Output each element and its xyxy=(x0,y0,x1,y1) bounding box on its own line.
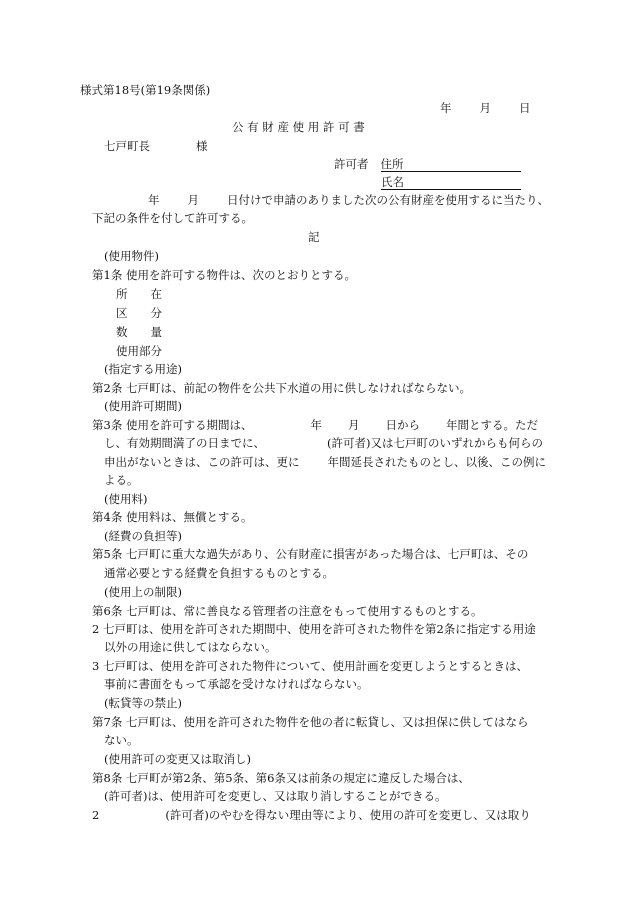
name-label: 氏名 xyxy=(381,175,404,189)
item-location: 所 在 xyxy=(116,287,162,301)
date-line xyxy=(440,101,531,115)
heading-designated-use: (指定する用途) xyxy=(104,362,182,376)
article-6-para-3-line-1: 3 七戸町は、使用を許可された物件について、使用計画を変更しようとするときは、 xyxy=(92,659,529,673)
intro-year: 年 xyxy=(148,193,160,207)
intro-line-1 xyxy=(148,193,549,207)
art8-para-2-text: (許可者)のやむを得ない理由等により、使用の許可を変更し、又は取り xyxy=(165,808,531,822)
article-6-line-1: 第6条 七戸町は、常に善良なる管理者の注意をもって使用するものとする。 xyxy=(92,604,483,618)
article-4: 第4条 使用料は、無償とする。 xyxy=(92,510,253,524)
heading-sublease-prohibition: (転貸等の禁止) xyxy=(104,696,182,710)
article-5-line-2: 通常必要とする経費を負担するものとする。 xyxy=(104,566,334,580)
article-6-para-3-line-2: 事前に書面をもって承認を受けなければならない。 xyxy=(104,677,369,691)
article-1: 第1条 使用を許可する物件は、次のとおりとする。 xyxy=(92,268,356,282)
date-year: 年 xyxy=(440,101,452,115)
article-6-para-2-line-1: 2 七戸町は、使用を許可された期間中、使用を許可された物件を第2条に指定する用途 xyxy=(92,622,536,636)
heading-usage-restriction: (使用上の制限) xyxy=(104,585,182,599)
article-3-line-2 xyxy=(104,436,543,450)
item-usage-part: 使用部分 xyxy=(116,344,162,358)
permittee-address-line xyxy=(334,157,521,172)
addressee-name: 七戸町長 xyxy=(104,139,150,153)
art8-para-2-number: 2 xyxy=(92,808,100,822)
article-3-line-4: よる。 xyxy=(104,473,139,487)
permittee-address-field xyxy=(381,157,521,172)
art3-year: 年 xyxy=(310,418,322,432)
heading-change-or-revocation: (使用許可の変更又は取消し) xyxy=(104,752,251,766)
document-title: 公 有 財 産 使 用 許 可 書 xyxy=(232,120,365,134)
art3-text-c: 申出がないときは、この許可は、更に xyxy=(104,455,300,469)
article-2: 第2条 七戸町は、前記の物件を公共下水道の用に供しなければならない。 xyxy=(92,381,471,395)
intro-month: 月 xyxy=(187,193,199,207)
heading-usage-fee: (使用料) xyxy=(104,492,148,506)
item-quantity: 数 量 xyxy=(116,325,162,339)
art3-from: 日から xyxy=(385,418,420,432)
address-label: 住所 xyxy=(380,157,404,171)
article-7-line-1: 第7条 七戸町は、使用を許可された物件を他の者に転貸し、又は担保に供してはなら xyxy=(92,715,529,729)
permittee-label: 許可者 xyxy=(334,157,369,171)
art3-tail-3: 年間延長されたものとし、以後、この例に xyxy=(327,455,546,469)
article-5-line-1: 第5条 七戸町に重大な過失があり、公有財産に損害があった場合は、七戸町は、その xyxy=(92,547,529,561)
article-8-line-2: (許可者)は、使用許可を変更し、又は取り消しすることができる。 xyxy=(104,789,447,803)
ki-heading: 記 xyxy=(308,230,320,244)
item-category: 区 分 xyxy=(116,306,162,320)
art3-tail-2: (許可者)又は七戸町のいずれからも何らの xyxy=(327,436,543,450)
heading-expense-burden: (経費の負担等) xyxy=(104,529,182,543)
art3-month: 月 xyxy=(347,418,360,432)
permittee-name-line xyxy=(381,175,521,190)
heading-usage-property: (使用物件) xyxy=(104,249,159,263)
date-day: 日 xyxy=(519,101,531,115)
art3-tail-1: 年間とする。ただ xyxy=(445,418,538,432)
permittee-name-field xyxy=(381,175,521,190)
intro-text: 日付けで申請のありました次の公有財産を使用するに当たり、 xyxy=(227,193,549,207)
date-month: 月 xyxy=(479,101,491,115)
intro-line-2: 下記の条件を付して許可する。 xyxy=(92,211,253,225)
article-3-line-3 xyxy=(104,455,546,469)
article-6-para-2-line-2: 以外の用途に供してはならない。 xyxy=(104,640,277,654)
art3-text-b: し、有効期間満了の日までに、 xyxy=(104,436,265,450)
article-8-para-2 xyxy=(92,808,531,822)
addressee-honorific: 様 xyxy=(196,139,208,153)
addressee xyxy=(104,139,208,153)
article-3-line-1 xyxy=(92,418,538,432)
article-7-line-2: ない。 xyxy=(104,733,139,747)
heading-permission-period: (使用許可期間) xyxy=(104,399,182,413)
form-number: 様式第18号(第19条関係) xyxy=(80,83,211,97)
article-8-line-1: 第8条 七戸町が第2条、第5条、第6条又は前条の規定に違反した場合は、 xyxy=(92,771,470,785)
art3-text-a: 第3条 使用を許可する期間は、 xyxy=(92,418,253,432)
